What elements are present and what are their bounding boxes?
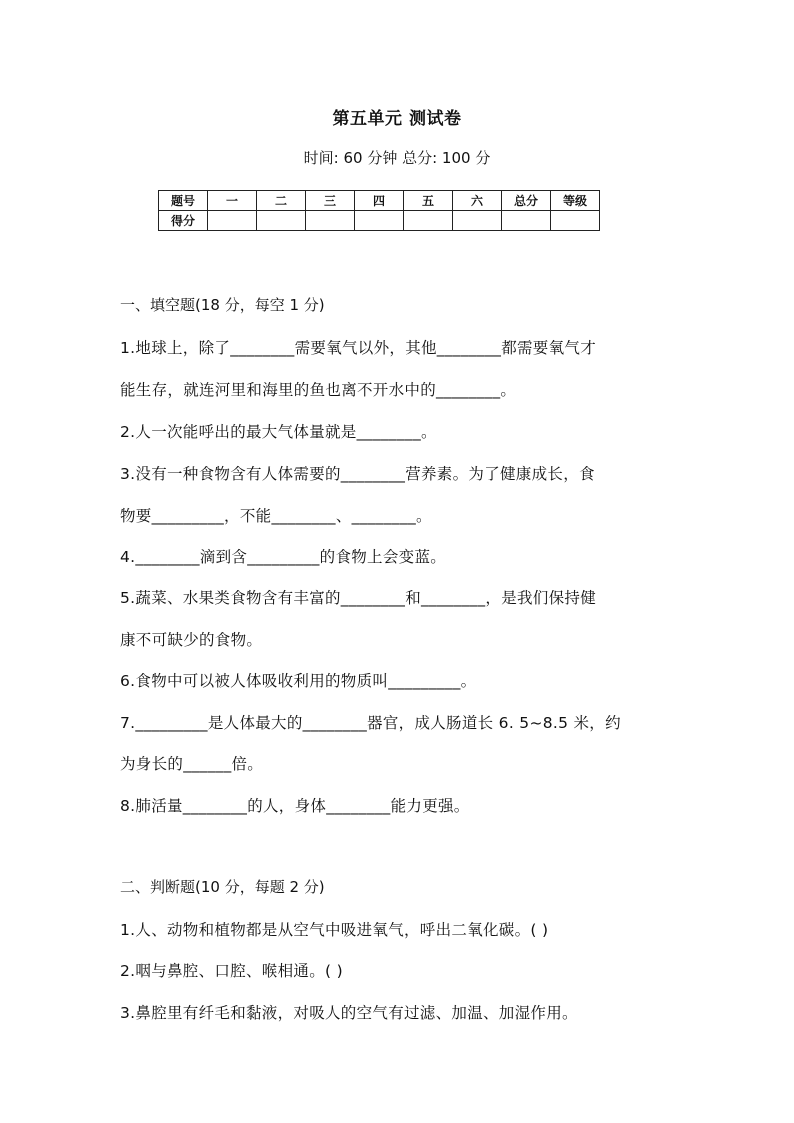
score-table-score-row — [159, 211, 600, 231]
question-line: 3.鼻腔里有纤毛和黏液，对吸人的空气有过滤、加温、加湿作用。 — [120, 1004, 578, 1022]
score-table-cell: 六 — [453, 191, 502, 211]
question-line: 1.人、动物和植物都是从空气中吸进氧气，呼出二氧化碳。( ) — [120, 921, 549, 939]
score-table-cell: 三 — [306, 191, 355, 211]
score-entry-cell — [355, 211, 404, 231]
score-table-cell: 二 — [257, 191, 306, 211]
score-table-cell: 五 — [404, 191, 453, 211]
score-table-cell: 等级 — [551, 191, 600, 211]
question-line: 8.肺活量________的人，身体________能力更强。 — [120, 797, 470, 815]
score-entry-cell — [453, 211, 502, 231]
question-line: 能生存，就连河里和海里的鱼也离不开水中的________。 — [120, 381, 517, 399]
score-entry-cell — [404, 211, 453, 231]
question-line: 5.蔬菜、水果类食物含有丰富的________和________，是我们保持健 — [120, 589, 596, 607]
score-entry-cell — [208, 211, 257, 231]
question-line: 7._________是人体最大的________器官，成人肠道长 6. 5~8.5 米，约 — [120, 714, 621, 732]
question-line: 为身长的______倍。 — [120, 755, 264, 773]
score-table-cell: 一 — [208, 191, 257, 211]
page-title: 第五单元 测试卷 — [332, 109, 462, 129]
score-table-cell: 得分 — [159, 211, 208, 231]
score-entry-cell — [502, 211, 551, 231]
score-entry-cell — [306, 211, 355, 231]
question-line: 6.食物中可以被人体吸收利用的物质叫_________。 — [120, 672, 477, 690]
score-table-cell: 四 — [355, 191, 404, 211]
question-line: 4.________滴到含_________的食物上会变蓝。 — [120, 548, 447, 566]
score-entry-cell — [551, 211, 600, 231]
question-line: 物要_________，不能________、________。 — [120, 507, 432, 525]
question-line: 3.没有一种食物含有人体需要的________营养素。为了健康成长，食 — [120, 465, 595, 483]
question-line: 康不可缺少的食物。 — [120, 631, 263, 649]
score-table — [158, 190, 600, 231]
score-table-cell: 题号 — [159, 191, 208, 211]
question-line: 2.人一次能呼出的最大气体量就是________。 — [120, 423, 437, 441]
section-fill-in-title: 一、填空题(18 分，每空 1 分) — [120, 296, 325, 314]
question-line: 1.地球上，除了________需要氧气以外，其他________都需要氧气才 — [120, 339, 596, 357]
section-true-false-title: 二、判断题(10 分，每题 2 分) — [120, 878, 325, 896]
score-table-cell: 总分 — [502, 191, 551, 211]
score-entry-cell — [257, 211, 306, 231]
exam-time-and-score: 时间: 60 分钟 总分: 100 分 — [303, 149, 491, 167]
question-line: 2.咽与鼻腔、口腔、喉相通。( ) — [120, 962, 343, 980]
score-table-header-row — [159, 191, 600, 211]
